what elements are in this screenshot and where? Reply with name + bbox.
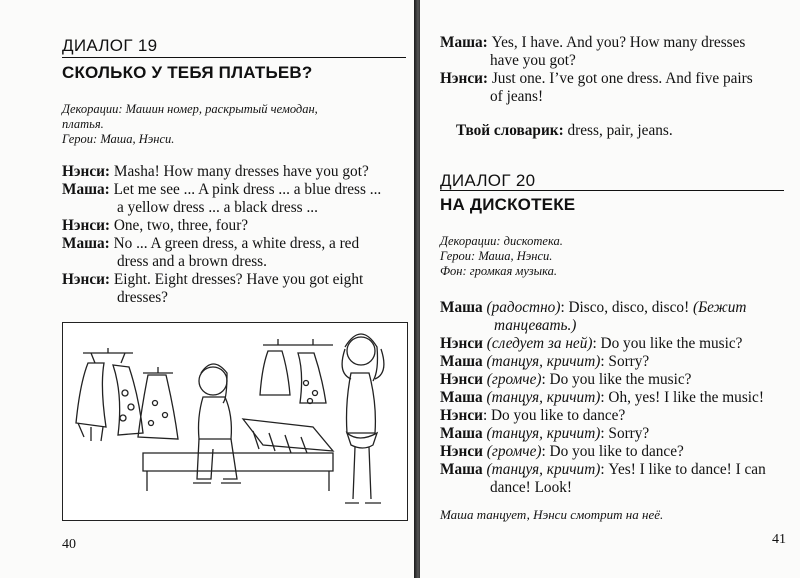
line-text: : Yes! I like to dance! I can xyxy=(600,461,766,478)
dialogue-line xyxy=(62,235,359,253)
dialogue-line xyxy=(440,425,649,443)
line-text: No ... A green dress, a white dress, a red xyxy=(113,235,360,252)
dialogue-line xyxy=(440,407,625,425)
dialogue-line xyxy=(440,443,684,461)
dialogue-line: a yellow dress ... a black dress ... xyxy=(117,199,318,216)
speaker: Нэнси: xyxy=(62,271,111,288)
speaker: Нэнси: xyxy=(62,163,111,180)
stage-direction: танцевать.) xyxy=(494,317,577,334)
stage-direction: (танцуя, кричит) xyxy=(482,389,601,406)
stage-note: Маша танцует, Нэнси смотрит на неё. xyxy=(440,507,664,522)
stage-direction: (танцуя, кричит) xyxy=(482,461,601,478)
line-text: Eight. Eight dresses? Have you got eight xyxy=(113,271,364,288)
vocab-text: dress, pair, jeans. xyxy=(567,122,673,139)
dialogue-line xyxy=(440,299,746,317)
line-text: One, two, three, four? xyxy=(113,217,249,234)
speaker: Маша xyxy=(440,425,483,442)
dialogue-line xyxy=(440,335,742,353)
divider xyxy=(440,190,784,191)
dialogue-line xyxy=(62,217,248,235)
speaker: Маша xyxy=(440,461,483,478)
speaker: Маша xyxy=(440,389,483,406)
setting-line: Герои: Маша, Нэнси. xyxy=(62,132,175,146)
stage-direction: (танцуя, кричит) xyxy=(482,425,601,442)
stage-direction: (танцуя, кричит) xyxy=(482,353,601,370)
divider xyxy=(62,57,406,58)
speaker: Маша: xyxy=(440,34,488,51)
speaker: Нэнси xyxy=(440,335,483,352)
dialogue-line xyxy=(440,353,649,371)
vocabulary xyxy=(456,122,673,140)
stage-direction: (Бежит xyxy=(689,299,747,316)
vocab-label: Твой словарик: xyxy=(456,122,564,139)
stage-direction: (следует за ней) xyxy=(482,335,593,352)
setting-line: Декорации: дискотека. xyxy=(440,234,563,248)
speaker: Маша xyxy=(440,353,483,370)
dialogue-line xyxy=(440,34,745,52)
speaker: Маша xyxy=(440,299,483,316)
line-text: : Sorry? xyxy=(600,425,650,442)
stage-direction: (радостно) xyxy=(486,299,561,316)
line-text: : Disco, disco, disco! xyxy=(560,299,690,316)
dialogue-line xyxy=(440,70,753,88)
line-text: Yes, I have. And you? How many dresses xyxy=(491,34,746,51)
setting-line: Герои: Маша, Нэнси. xyxy=(440,249,553,263)
setting-line: Фон: громкая музыка. xyxy=(440,264,558,278)
dialogue-line xyxy=(440,461,766,479)
dialog-number: ДИАЛОГ 20 xyxy=(440,171,536,190)
dialogue-line xyxy=(62,271,363,289)
dialogue-line xyxy=(440,371,691,389)
line-text: : Sorry? xyxy=(600,353,650,370)
dialogue-line: of jeans! xyxy=(490,88,544,105)
dialogue-line xyxy=(62,163,369,181)
illustration xyxy=(62,322,408,521)
dialog-title: НА ДИСКОТЕКЕ xyxy=(440,195,576,214)
dialogue-line xyxy=(440,389,764,407)
speaker: Нэнси: xyxy=(440,70,489,87)
speaker: Маша: xyxy=(62,235,110,252)
speaker: Нэнси xyxy=(440,371,483,388)
dresses-illustration xyxy=(63,323,406,519)
dialogue-line: dresses? xyxy=(117,289,168,306)
dialogue-line xyxy=(62,181,381,199)
stage-direction: (громче) xyxy=(482,371,542,388)
line-text: : Do you like to dance? xyxy=(482,407,626,424)
dialogue-line: dress and a brown dress. xyxy=(117,253,267,270)
line-text: : Oh, yes! I like the music! xyxy=(600,389,764,406)
dialogue-line: have you got? xyxy=(490,52,576,69)
dialogue-line: dance! Look! xyxy=(490,479,572,496)
speaker: Нэнси xyxy=(440,407,483,424)
line-text: : Do you like the music? xyxy=(592,335,743,352)
dialog-title: СКОЛЬКО У ТЕБЯ ПЛАТЬЕВ? xyxy=(62,63,313,82)
page-number: 41 xyxy=(772,532,786,547)
right-page xyxy=(420,0,800,578)
stage-direction: (громче) xyxy=(482,443,542,460)
page-number: 40 xyxy=(62,537,76,552)
setting-line: Декорации: Машин номер, раскрытый чемодан, xyxy=(62,102,318,116)
line-text: Just one. I’ve got one dress. And five pairs xyxy=(491,70,753,87)
dialog-number: ДИАЛОГ 19 xyxy=(62,36,158,55)
speaker: Нэнси xyxy=(440,443,483,460)
speaker: Нэнси: xyxy=(62,217,111,234)
speaker: Маша: xyxy=(62,181,110,198)
line-text: Masha! How many dresses have you got? xyxy=(113,163,369,180)
line-text: Let me see ... A pink dress ... a blue dress ... xyxy=(113,181,382,198)
setting-line: платья. xyxy=(62,117,104,131)
line-text: : Do you like the music? xyxy=(541,371,692,388)
line-text: : Do you like to dance? xyxy=(541,443,684,460)
